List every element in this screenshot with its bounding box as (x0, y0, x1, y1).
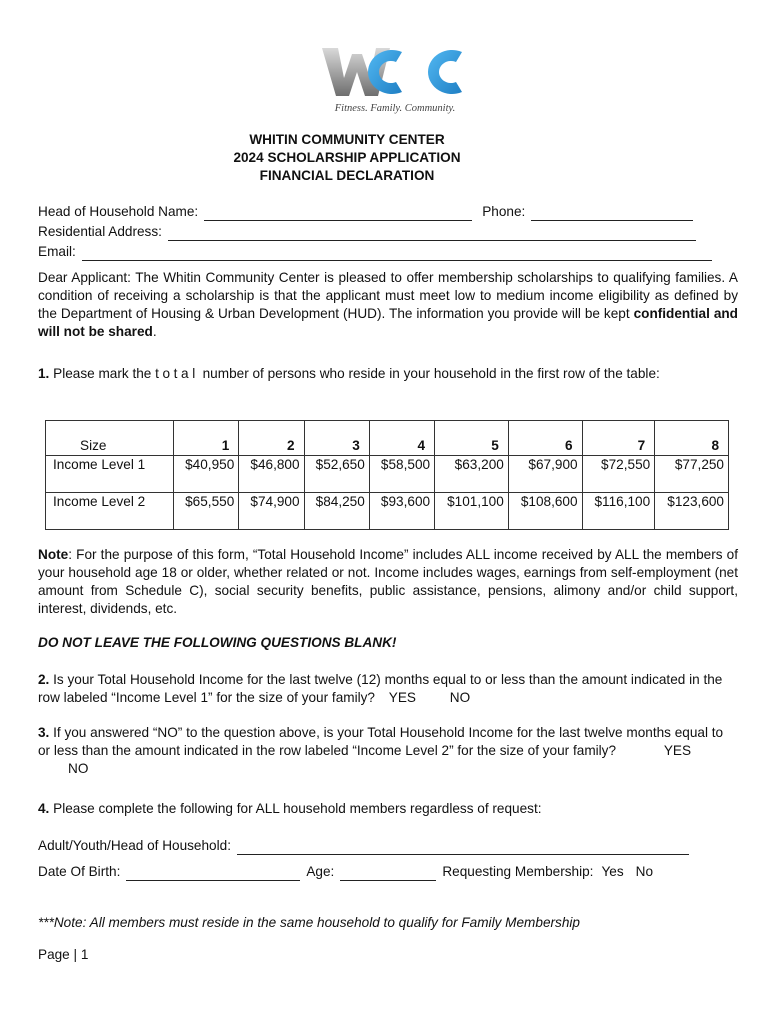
question-3 (38, 724, 738, 778)
intro-bold-text: confidential and will not be shared (38, 306, 738, 339)
income-level-1-label: Income Level 1 (46, 456, 174, 493)
income-level-1-cell: $72,550 (582, 456, 655, 493)
income-level-2-cell: $108,600 (508, 493, 582, 530)
income-level-2-cell: $116,100 (582, 493, 655, 530)
wcc-logo-graphic (320, 44, 470, 100)
head-of-household-label: Head of Household Name: (38, 204, 199, 219)
q2-no-option[interactable]: NO (449, 690, 471, 705)
size-cell-6[interactable]: 6 (508, 421, 582, 456)
income-level-2-cell: $65,550 (174, 493, 239, 530)
table-row-income-level-1 (46, 456, 729, 493)
logo-tagline: Fitness. Family. Community. (334, 103, 456, 114)
phone-field[interactable] (531, 207, 693, 221)
question-1 (38, 365, 700, 383)
residential-address-label: Residential Address: (38, 224, 162, 239)
adult-youth-head-field[interactable] (237, 841, 689, 855)
question-4 (38, 800, 738, 818)
q3-yes-option[interactable]: YES (663, 743, 692, 758)
warning-text: DO NOT LEAVE THE FOLLOWING QUESTIONS BLANK! (38, 635, 397, 650)
member-fields (38, 833, 738, 881)
income-level-2-label: Income Level 2 (46, 493, 174, 530)
question-2 (38, 671, 738, 707)
size-cell-1[interactable]: 1 (174, 421, 239, 456)
residential-address-field[interactable] (168, 227, 696, 241)
q1-text-post: number of persons who reside in your household in the first row of the table: (202, 366, 660, 381)
q1-text-total: total (155, 366, 199, 381)
size-cell-5[interactable]: 5 (435, 421, 509, 456)
q1-text-pre: Please mark the (53, 366, 152, 381)
income-level-2-cell: $93,600 (369, 493, 434, 530)
intro-text: Dear Applicant: The Whitin Community Center is pleased to offer membership scholarships to qualifying families. A condition of receiving a scholarship is that the applicant must meet low to medium income eligibility as defined by the Department of Housing & Urban Development (HUD). The information you provide will be kept (38, 270, 738, 321)
q3-number: 3. (38, 725, 50, 740)
membership-no-option[interactable]: No (635, 864, 654, 879)
size-cell-7[interactable]: 7 (582, 421, 655, 456)
email-field[interactable] (82, 247, 712, 261)
note-text: : For the purpose of this form, “Total Household Income” includes ALL income received by ALL the members of your household age 18 or older, whether related or not. Income includes wages, earnings from self-employment (net amount from Schedule C), social security benefits, public assistance, pensions, alimony and/or child support, interest, dividends, etc. (38, 547, 738, 616)
income-level-1-cell: $58,500 (369, 456, 434, 493)
page-number: Page | 1 (38, 947, 89, 962)
q1-number: 1. (38, 366, 50, 381)
title-line-2: 2024 SCHOLARSHIP APPLICATION (233, 150, 461, 165)
income-level-1-cell: $77,250 (655, 456, 729, 493)
income-level-1-cell: $67,900 (508, 456, 582, 493)
income-level-1-cell: $46,800 (239, 456, 304, 493)
size-label: Size (46, 421, 174, 456)
income-level-1-cell: $52,650 (304, 456, 369, 493)
intro-end: . (152, 324, 157, 339)
q3-no-option[interactable]: NO (68, 761, 89, 776)
note-paragraph (38, 546, 738, 618)
size-cell-8[interactable]: 8 (655, 421, 729, 456)
note-label: Note (38, 547, 69, 562)
adult-youth-head-label: Adult/Youth/Head of Household: (38, 838, 231, 853)
income-level-1-cell: $63,200 (435, 456, 509, 493)
date-of-birth-field[interactable] (126, 867, 300, 881)
requesting-membership-label: Requesting Membership: (442, 864, 594, 879)
header-fields (38, 201, 738, 261)
date-of-birth-label: Date Of Birth: (38, 864, 121, 879)
income-level-1-cell: $40,950 (174, 456, 239, 493)
head-of-household-field[interactable] (204, 207, 472, 221)
q4-text: Please complete the following for ALL household members regardless of request: (53, 801, 542, 816)
income-level-2-cell: $123,600 (655, 493, 729, 530)
title-line-3: FINANCIAL DECLARATION (259, 168, 435, 183)
q2-text: Is your Total Household Income for the last twelve (12) months equal to or less than the amount indicated in the row labeled “Income Level 1” for the size of your family? (38, 672, 723, 705)
q2-number: 2. (38, 672, 50, 687)
footnote: ***Note: All members must reside in the same household to qualify for Family Membership (38, 915, 580, 930)
size-cell-2[interactable]: 2 (239, 421, 304, 456)
intro-paragraph (38, 269, 738, 341)
wcc-logo (320, 44, 470, 114)
document-title (0, 131, 732, 185)
table-row-size (46, 421, 729, 456)
income-table (45, 420, 729, 530)
table-row-income-level-2 (46, 493, 729, 530)
membership-yes-option[interactable]: Yes (601, 864, 624, 879)
size-cell-3[interactable]: 3 (304, 421, 369, 456)
phone-label: Phone: (482, 204, 526, 219)
q3-text: If you answered “NO” to the question above, is your Total Household Income for the last twelve months equal to or less than the amount indicated in the row labeled “Income Level 2” for the size of your family? (38, 725, 724, 758)
q4-number: 4. (38, 801, 50, 816)
title-line-1: WHITIN COMMUNITY CENTER (249, 132, 445, 147)
age-label: Age: (306, 864, 335, 879)
size-cell-4[interactable]: 4 (369, 421, 434, 456)
q2-yes-option[interactable]: YES (388, 690, 416, 705)
income-level-2-cell: $74,900 (239, 493, 304, 530)
income-level-2-cell: $84,250 (304, 493, 369, 530)
age-field[interactable] (340, 867, 436, 881)
email-label: Email: (38, 244, 76, 259)
income-level-2-cell: $101,100 (435, 493, 509, 530)
